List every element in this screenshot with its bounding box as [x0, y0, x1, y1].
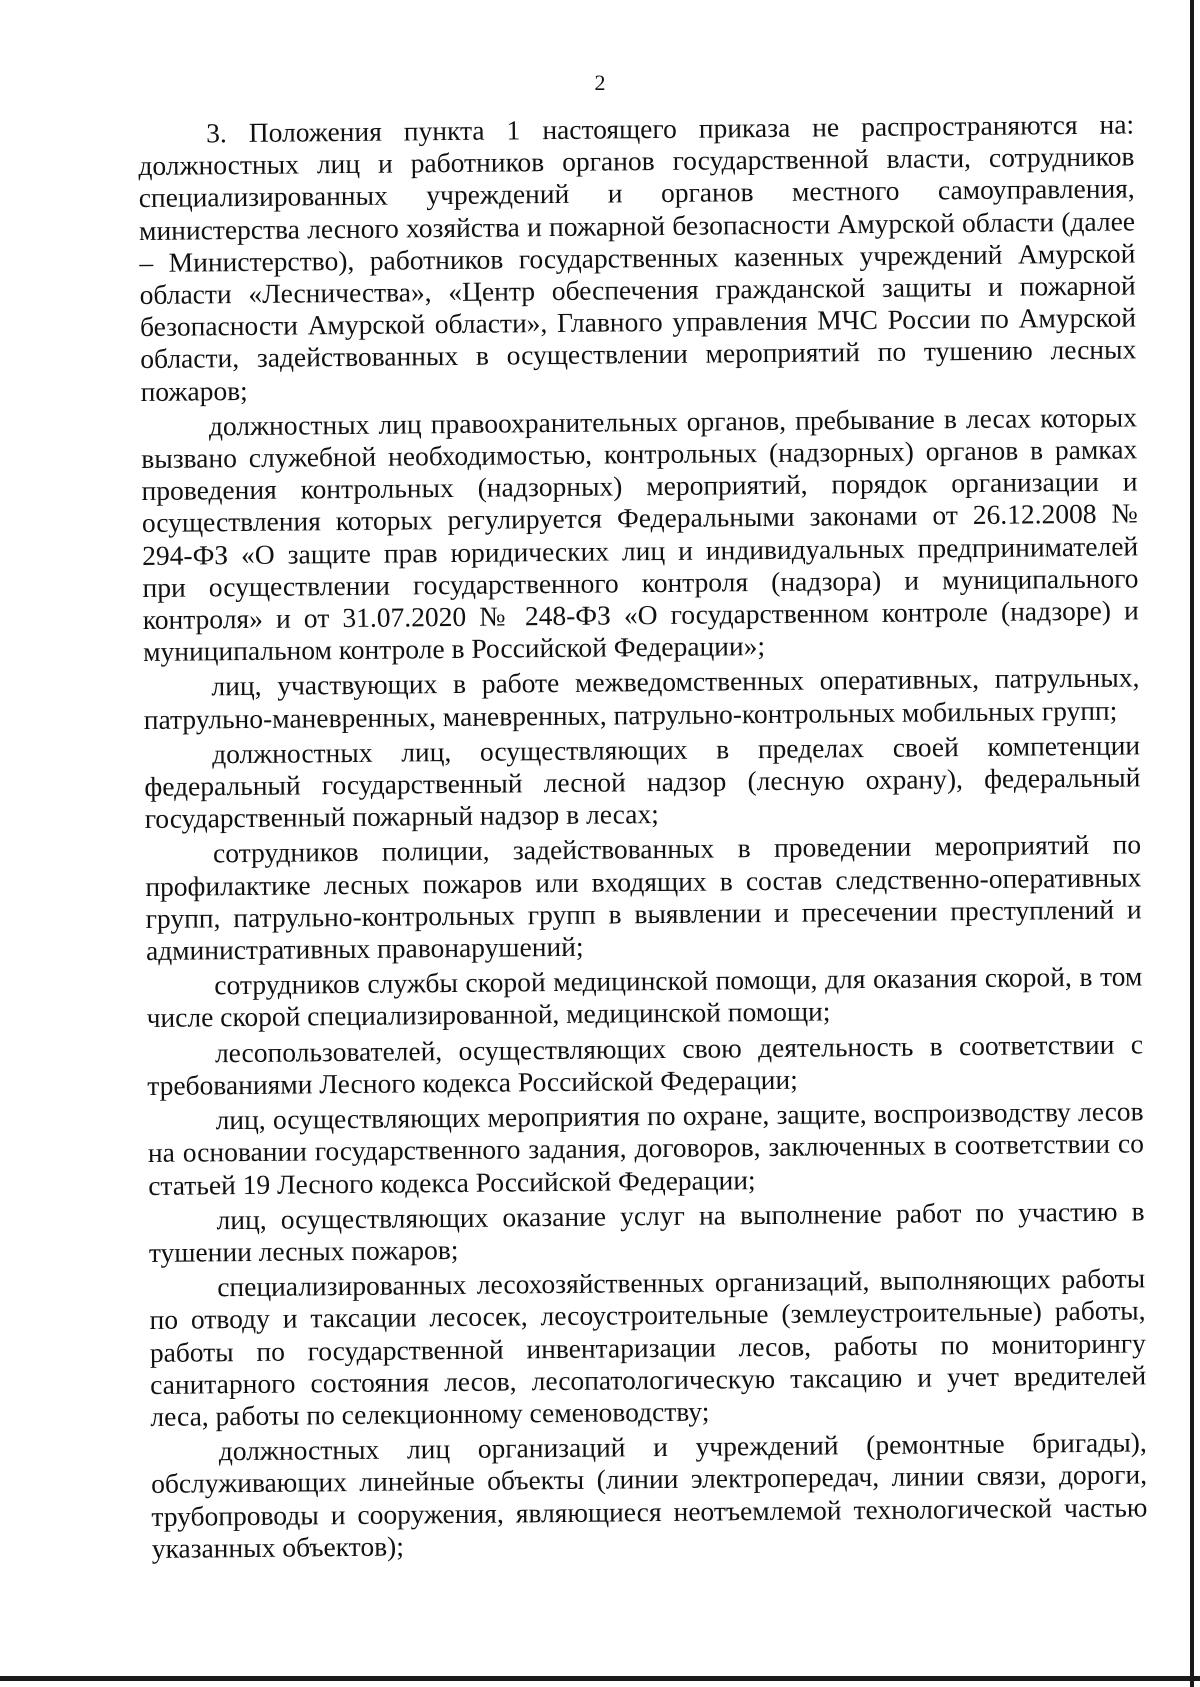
paragraph-forest-protection: лиц, осуществляющих мероприятия по охране, защите, воспроизводству лесов на основании государственного задания, договоров, заключенных в соответствии со статьей 19 Лесного кодекса Российской Федерации;: [147, 1095, 1145, 1201]
document-body: [138, 108, 1148, 1567]
paragraph-forest-users: лесопользователей, осуществляющих свою деятельность в соответствии с требованиями Лесного кодекса Российской Федерации;: [147, 1028, 1144, 1101]
paragraph-patrol-groups: лиц, участвующих в работе межведомственных оперативных, патрульных, патрульно-маневренных, маневренных, патрульно-контрольных мобильных групп;: [143, 661, 1140, 735]
paragraph-exemptions-intro: 3. Положения пункта 1 настоящего приказа не распространяются на: должностных лиц и работников органов государственной власти, сотрудников специализированных учреждений и органов местного самоуправления, министерства лесного хозяйства и пожарной безопасности Амурской области (далее – Министерство), работников государственных казенных учреждений Амурской области «Лесничества», «Центр обеспечения гражданской защиты и пожарной безопасности Амурской области», Главного управления МЧС России по Амурской области, задействованных в осуществлении мероприятий по тушению лесных пожаров;: [138, 108, 1137, 407]
paragraph-linear-objects: должностных лиц организаций и учреждений (ремонтные бригады), обслуживающих линейные объекты (линии электропередач, линии связи, дороги, трубопроводы и сооружения, являющиеся неотъемлемой технологической частью указанных объектов);: [150, 1426, 1148, 1564]
page-number: 2: [594, 70, 606, 95]
paragraph-firefighting-services: лиц, осуществляющих оказание услуг на выполнение работ по участию в тушении лесных пожаров;: [148, 1195, 1145, 1268]
scan-edge-right: [1190, 0, 1194, 1687]
paragraph-forest-supervision: должностных лиц, осуществляющих в пределах своей компетенции федеральный государственный лесной надзор (лесную охрану), федеральный государственный пожарный надзор в лесах;: [144, 729, 1141, 835]
paragraph-law-enforcement: должностных лиц правоохранительных органов, пребывание в лесах которых вызвано служебной необходимостью, контрольных (надзорных) органов в рамках проведения контрольных (надзорных) мероприятий, порядок организации и осуществления которых регулируется Федеральными законами от 26.12.2008 № 294-ФЗ «О защите прав юридических лиц и индивидуальных предпринимателей при осуществлении государственного контроля (надзора) и муниципального контроля» и от 31.07.2020 № 248-ФЗ «О государственном контроле (надзоре) и муниципальном контроле в Российской Федерации»;: [141, 401, 1139, 668]
paragraph-forestry-organizations: специализированных лесохозяйственных организаций, выполняющих работы по отводу и таксации лесосек, лесоустроительные (землеустроительные) работы, работы по государственной инвентаризации лесов, работы по мониторингу санитарного состояния лесов, лесопатологическую таксацию и учет вредителей леса, работы по селекционному семеноводству;: [149, 1262, 1147, 1432]
paragraph-ambulance: сотрудников службы скорой медицинской помощи, для оказания скорой, в том числе скорой специализированной, медицинской помощи;: [146, 960, 1143, 1034]
paragraph-police: сотрудников полиции, задействованных в проведении мероприятий по профилактике лесных пожаров или входящих в состав следственно-оперативных групп, патрульно-контрольных групп в выявлении и пресечении преступлений и административных правонарушений;: [145, 828, 1142, 967]
scan-edge-bottom: [0, 1676, 1200, 1681]
